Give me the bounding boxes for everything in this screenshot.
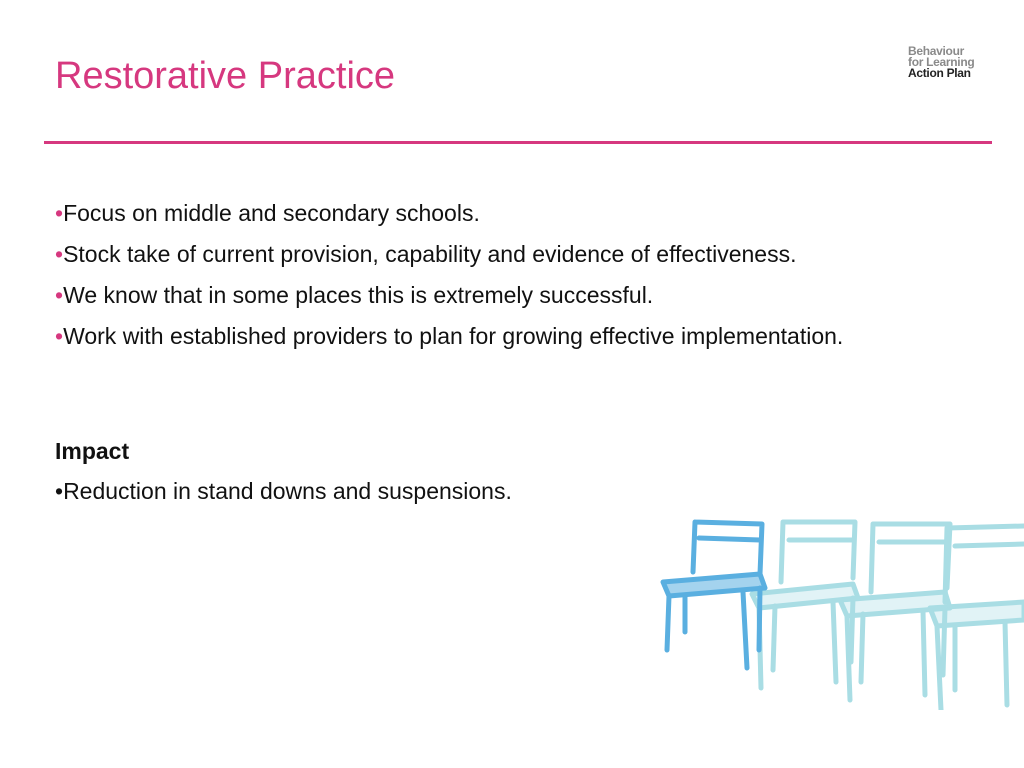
bullet-item: [55, 196, 855, 230]
bullet-text: Stock take of current provision, capability and evidence of effectiveness.: [63, 241, 797, 267]
impact-item: [55, 474, 855, 508]
title-divider: [44, 141, 992, 144]
bullet-text: Work with established providers to plan for growing effective implementation.: [63, 323, 844, 349]
slide-body: [55, 196, 855, 515]
logo-line-1: Behaviour: [908, 44, 964, 58]
logo-line-3: Action Plan: [908, 66, 971, 80]
slide-title: Restorative Practice: [55, 55, 396, 97]
bullet-item: [55, 278, 855, 312]
bullet-text: We know that in some places this is extremely successful.: [63, 282, 654, 308]
behaviour-for-learning-logo: [908, 46, 998, 79]
impact-heading: Impact: [55, 438, 130, 464]
bullet-marker: •: [55, 200, 64, 226]
chair-icon: [663, 522, 765, 668]
bullet-marker: •: [55, 323, 64, 349]
bullet-marker: •: [55, 478, 64, 504]
section-spacer: [55, 360, 855, 434]
logo-line-2: for Learning: [908, 55, 975, 69]
chairs-illustration: [655, 510, 1024, 710]
bullet-item: [55, 319, 855, 353]
bullet-text: Reduction in stand downs and suspensions.: [63, 478, 512, 504]
bullet-marker: •: [55, 241, 64, 267]
bullet-marker: •: [55, 282, 64, 308]
bullet-text: Focus on middle and secondary schools.: [63, 200, 480, 226]
bullet-item: [55, 237, 855, 271]
